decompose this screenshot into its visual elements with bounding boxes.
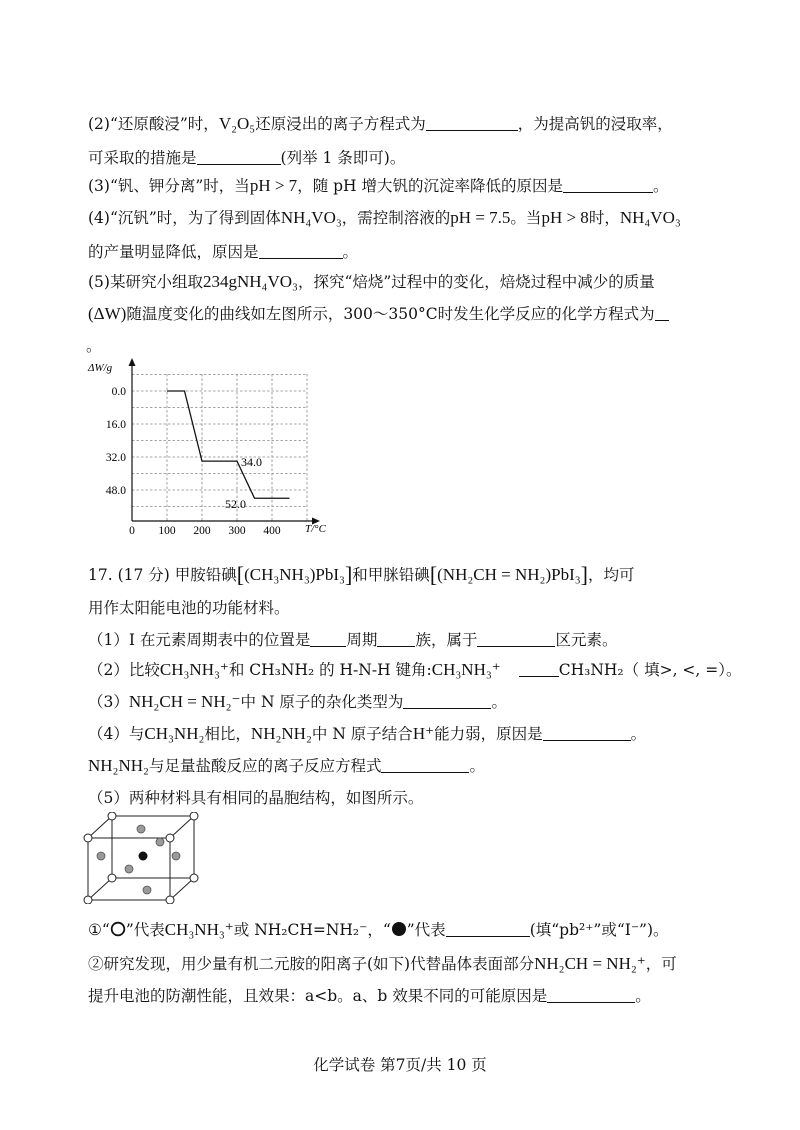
answer-blank[interactable] [655, 305, 669, 321]
answer-blank[interactable] [543, 725, 631, 741]
answer-blank[interactable] [563, 177, 653, 193]
q16-part5-line2: (ΔW)随温度变化的曲线如左图所示，300～350°C时发生化学反应的化学方程式为 [88, 302, 669, 326]
page-footer: 化学试卷 第7页/共 10 页 [313, 1056, 487, 1074]
q17-sub5-item2-line2: 提升电池的防潮性能，且效果：a<b。a、b 效果不同的可能原因是 。 [88, 987, 651, 1005]
q16-part5-line3: 。 [86, 337, 102, 355]
q16-part4-line2: 的产量明显降低，原因是 。 [88, 243, 359, 261]
x-tick-labels [129, 525, 281, 536]
y-tick-label: 0.0 [111, 386, 126, 398]
formula-mapbi3: (CH₃NH₃)PbI₃ [244, 565, 345, 584]
q16-part2-line1: (2)“还原酸浸”时，V₂O₅还原浸出的离子方程式为 ，为提高钒的浸取率， [88, 114, 673, 133]
filled-circle-icon [391, 921, 407, 937]
q16-part4-line1: (4)“沉钒”时，为了得到固体NH₄VO₃，需控制溶液的pH = 7.5。当pH > 8时，NH₄VO₃ [88, 208, 681, 227]
cube-back-face [112, 816, 194, 878]
formula-ph: pH > 7 [249, 176, 298, 195]
q16-part5-line1: (5)某研究小组取234gNH₄VO₃，探究“焙烧”过程中的变化，焙烧过程中减少的质量 [88, 272, 655, 291]
q17-sub5: （5）两种材料具有相同的晶胞结构，如图所示。 [88, 789, 424, 807]
mass-loss-curve [167, 391, 290, 498]
formula-v2o5: V₂O₅ [218, 114, 256, 133]
annotation-34: 34.0 [241, 455, 262, 469]
answer-blank[interactable] [519, 661, 559, 677]
open-circle-icon [110, 921, 126, 937]
x-tick-label: 300 [228, 525, 246, 536]
q16-part3: (3)“钒、钾分离”时，当pH > 7，随 pH 增大钒的沉淀率降低的原因是 。 [88, 176, 669, 195]
answer-blank[interactable] [446, 921, 530, 937]
y-axis-arrow [129, 358, 136, 366]
x-tick-label: 0 [129, 525, 135, 536]
answer-blank[interactable] [377, 631, 415, 647]
answer-blank[interactable] [477, 631, 555, 647]
y-tick-label: 48.0 [105, 485, 126, 497]
q17-sub3: （3）NH₂CH = NH₂⁻中 N 原子的杂化类型为 。 [88, 692, 507, 711]
q17-title-line1: 17. (17 分) 甲胺铅碘[(CH₃NH₃)PbI₃]和甲脒铅碘[(NH₂CH = NH₂)PbI₃]，均可 [88, 562, 635, 587]
mass-loss-graph [82, 354, 332, 536]
y-axis-label: ΔW/g [88, 362, 113, 374]
x-tick-label: 200 [193, 525, 211, 536]
q17-sub2: （2）比较CH₃NH₃⁺和 CH₃NH₂ 的 H-N-H 键角:CH₃NH₃⁺ CH₃NH₂（ 填>, <, =）。 [88, 660, 742, 679]
q17-title-line2: 用作太阳能电池的功能材料。 [88, 599, 290, 617]
q17-sub4-line1: （4）与CH₃NH₂相比，NH₂NH₂中 N 原子结合H⁺能力弱，原因是 。 [88, 724, 647, 743]
mass-loss-line [167, 391, 290, 498]
q17-sub1: （1）I 在元素周期表中的位置是 周期 族，属于 区元素。 [88, 631, 618, 649]
q16-part2-line2: 可采取的措施是 (列举 1 条即可)。 [88, 149, 406, 167]
graph-grid [132, 374, 307, 521]
answer-blank[interactable] [381, 757, 469, 773]
q17-sub5-item2-line1: ②研究发现，用少量有机二元胺的阳离子(如下)代替晶体表面部分NH₂CH = NH₂⁺，可 [88, 954, 677, 973]
body-center-atom [139, 852, 148, 861]
answer-blank[interactable] [547, 987, 635, 1003]
x-axis-label: T/°C [305, 523, 326, 535]
annotation-52: 52.0 [225, 497, 246, 511]
answer-blank[interactable] [197, 149, 281, 165]
q17-sub5-item1: ①“ ”代表CH₃NH₃⁺或 NH₂CH=NH₂⁻，“ ”代表 (填“pb²⁺”或“I⁻”)。 [88, 920, 669, 939]
y-tick-label: 32.0 [105, 452, 126, 464]
x-tick-label: 100 [158, 525, 176, 536]
y-tick-labels [106, 386, 126, 497]
unit-cell-figure [82, 812, 208, 904]
answer-blank[interactable] [426, 115, 518, 131]
y-tick-label: 16.0 [105, 419, 126, 431]
answer-blank[interactable] [259, 243, 343, 259]
x-tick-label: 400 [263, 525, 281, 536]
q17-sub4-line2: NH₂NH₂与足量盐酸反应的离子反应方程式 。 [88, 756, 485, 775]
formula-fapbi3: (NH₂CH = NH₂)PbI₃ [437, 565, 581, 584]
answer-blank[interactable] [403, 693, 491, 709]
answer-blank[interactable] [310, 631, 346, 647]
